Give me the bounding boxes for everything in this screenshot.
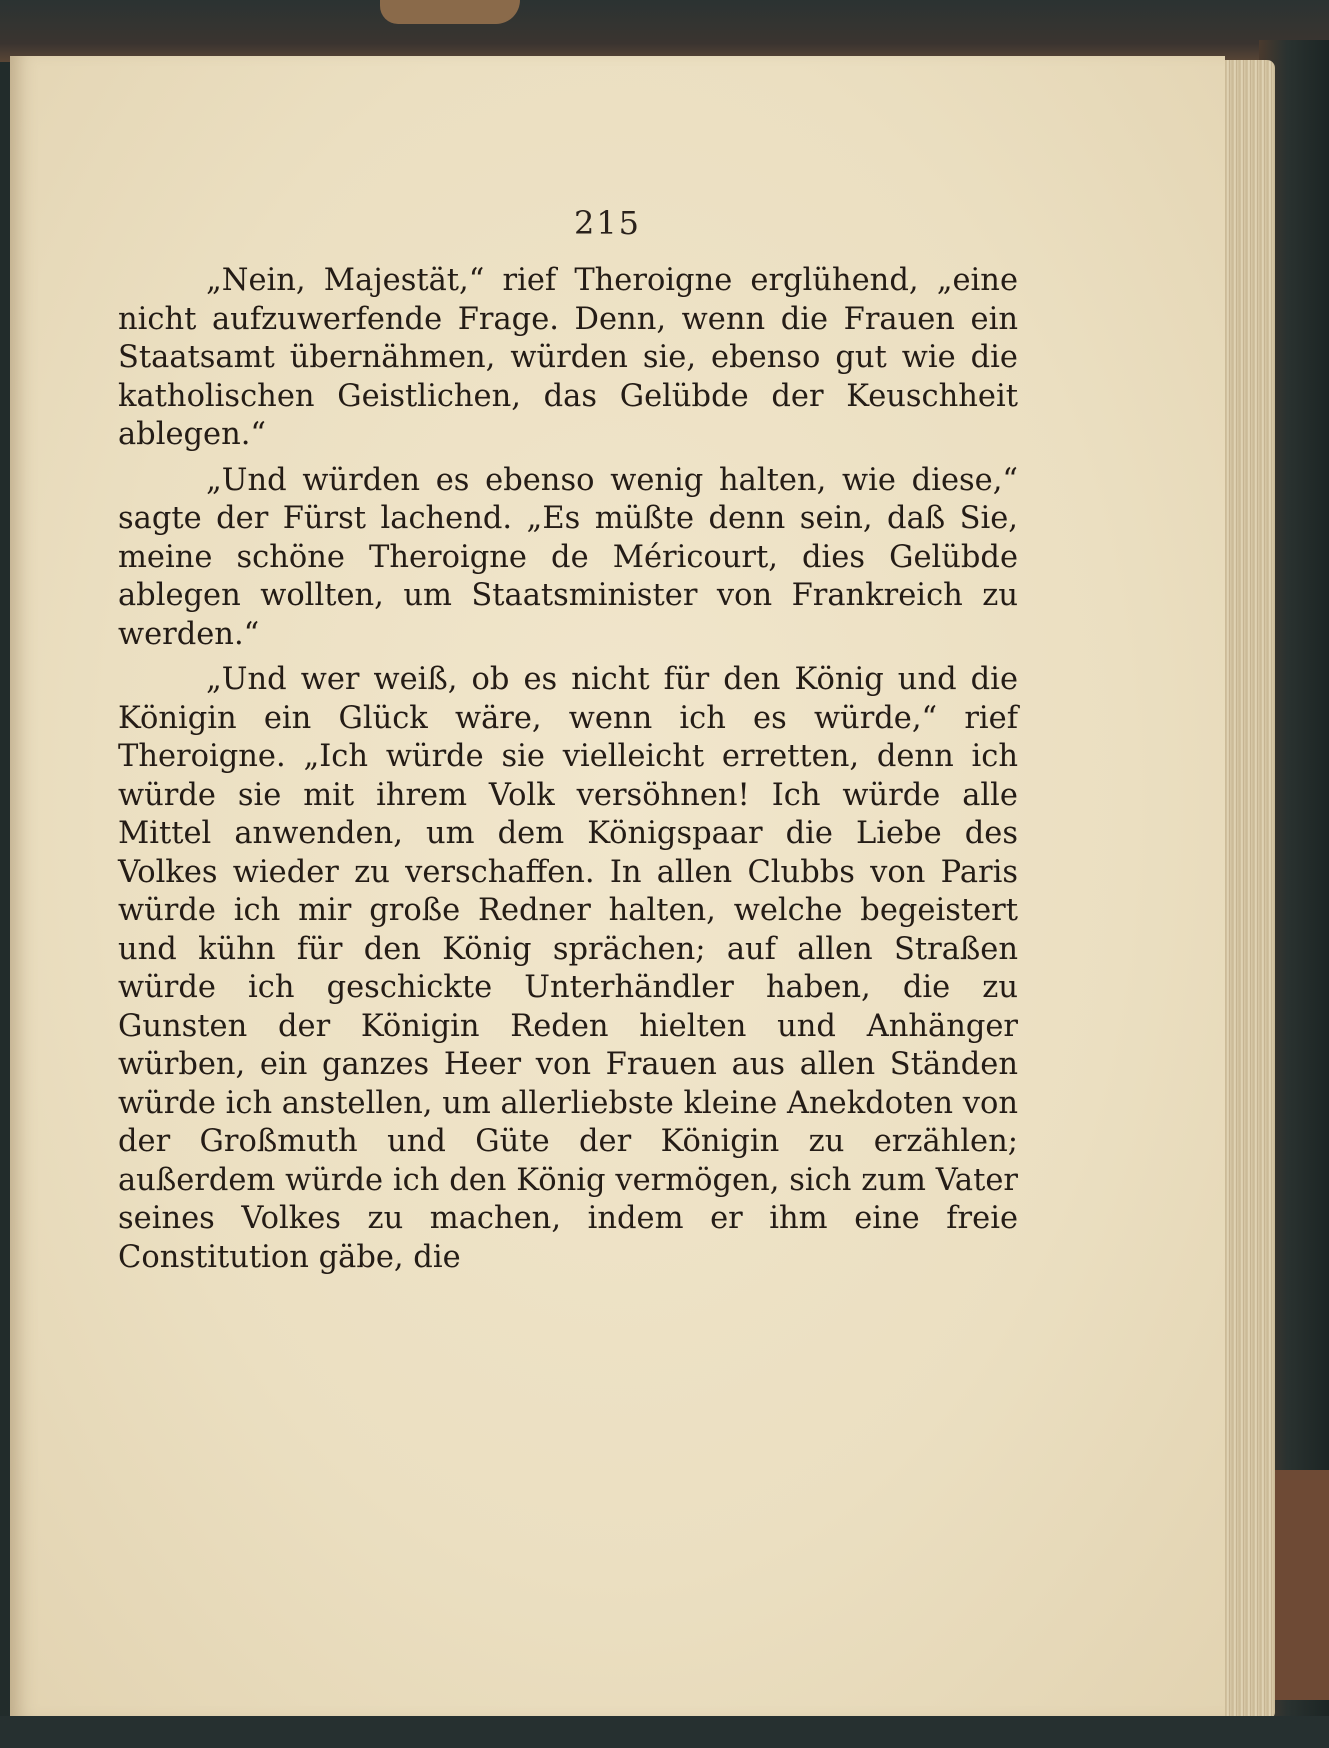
paragraph-2: „Und würden es ebenso wenig halten, wie diese,“ sagte der Fürst lachend. „Es müßte denn sein, daß Sie, meine schöne Theroigne de Méricourt, dies Gelübde ablegen wollten, um Staatsminister von Frankreich zu werden.“: [118, 462, 1018, 652]
book-page: [10, 56, 1225, 1716]
paragraph-3: „Und wer weiß, ob es nicht für den König und die Königin ein Glück wäre, wenn ich es würde,“ rief Theroigne. „Ich würde sie vielleicht erretten, denn ich würde sie mit ihrem Volk versöhnen! Ich würde alle Mittel anwenden, um dem Königspaar die Liebe des Volkes wieder zu verschaffen. In allen Clubbs von Paris würde ich mir große Redner halten, welche begeistert und kühn für den König sprächen; auf allen Straßen würde ich geschickte Unterhändler haben, die zu Gunsten der Königin Reden hielten und Anhänger würben, ein ganzes Heer von Frauen aus allen Ständen würde ich anstellen, um allerliebste kleine Anekdoten von der Großmuth und Güte der Königin zu erzählen; außerdem würde ich den König vermögen, sich zum Vater seines Volkes zu machen, indem er ihm eine freie Constitution gäbe, die: [118, 662, 1018, 1275]
book-cover-top: [0, 0, 1329, 62]
body-text: [118, 262, 1018, 1284]
paragraph-1: „Nein, Majestät,“ rief Theroigne erglühend, „eine nicht aufzuwerfende Frage. Denn, wenn die Frauen ein Staatsamt übernähmen, würden sie, ebenso gut wie die katholischen Geistlichen, das Gelübde der Keuschheit ablegen.“: [118, 263, 1018, 452]
page-number: 215: [573, 204, 642, 242]
binding-tab: [380, 0, 520, 24]
scan-bottom-edge: [0, 1716, 1329, 1748]
